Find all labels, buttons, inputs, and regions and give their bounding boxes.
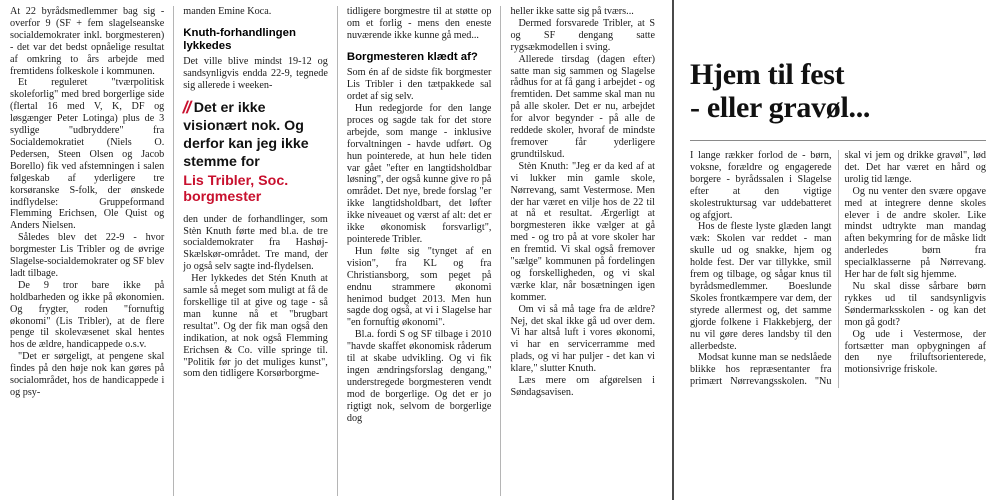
article-column-4 xyxy=(500,6,664,496)
paragraph: Stèn Knuth: "Jeg er da ked af at vi lukker min gamle skole, Nørrevang, samt Vestermose. Men der har været en vilje hos de 22 til at nå et resultat. Ærgerligt at borgmesteren ikke vælger at gå med - og tro på at vore skoler har en fremtid. Vi skal også fremover "sælge" kommunen på fordelingen og forskelligheden, og vi skal værke klar, når bosætningen igen kommer. xyxy=(510,160,656,303)
paragraph: heller ikke satte sig på tværs... xyxy=(510,6,634,17)
paragraph: den under de forhandlinger, som Stèn Knuth førte med bl.a. de tre socialdemokrater fra Hashøj-Skælskør-området. Tre mand, der jo også selv sagte ind-flydelsen. xyxy=(183,213,328,273)
feature-headline-line1: Hjem til fest xyxy=(690,58,845,91)
paragraph: Og ude i Vestermose, der fortsætter man opbygningen af den nye friluftsorienterede, motionsivrige friskole. xyxy=(844,328,986,376)
paragraph: Hos de fleste lyste glæden langt væk: Skolen var reddet - man skulle ud og snakke, hjem og holde fest. Der var tillykke, smil frem og tilbage, og sågar knus til byrådsmedlemmer. Boeslunde Skoles frontkæmpere var dem, der styrede allermest og, det samme gjorde folkene i Flakkebjerg, der nu vil gøre deres landsby til den allerbedste. xyxy=(690,221,832,352)
feature-panel xyxy=(672,0,1000,500)
paragraph: I lange rækker forlod de - børn, voksne, forældre og engagerede borgere - byrådssalen i Slagelse efter at den vigtige skolestruktursag var uddebatteret og afgjort. xyxy=(690,150,832,221)
paragraph: Læs mere om afgørelsen i Søndagsavisen. xyxy=(510,375,656,398)
paragraph: Det ville blive mindst 19-12 og sandsynligvis endda 22-9, tegnede sig allerede i weeken- xyxy=(183,56,328,91)
paragraph: Nu skal disse sårbare børn rykkes ud til sandsynligvis Søndermarksskolen - og kan det mon gå godt? xyxy=(844,280,986,328)
paragraph: Hun følte sig "tynget af en vision", fra KL og fra Christiansborg, som peget på endnu strammere økonomi henimod budget 2013. Men hun sagde dog også, at vi i Slagelse har "en fornuftig økonomi". xyxy=(346,245,492,329)
divider xyxy=(690,140,986,141)
section-subheading: Borgmesteren klædt af? xyxy=(346,50,478,63)
feature-headline xyxy=(690,58,986,124)
article-column-2 xyxy=(173,6,337,496)
paragraph: Et reguleret "tværpolitisk skoleforlig" med bred borgerlige side (flertal 16 med V, K, DF og løsgænger Peter Lotinga) plus de 3 sydlige "udbryddere" fra Socialdemokratiet (Niels O. Pedersen, Steen Olsen og Jacob Borello) fik ved afstemningen i salen følgeskab af yderligere tre korsøranske S-folk, der ønskede indflydelse: Gruppeformand Flemming Erichsen, Ole Quist og Anders Nielsen. xyxy=(10,77,165,232)
paragraph: Hun redegjorde for den lange proces og sagde tak for det store arbejde, som mange - inklusive forvaltningen - havde udført. Og hun pointerede, at hun hele tiden var gået "efter en langtidsholdbar løsning", der også kunne give ro på området. Det nye, brede forslag "er ikke langtidsholdbart, det løfter ikke niveauet og værst af alt: det er ikke økonomisk forsvarligt", pointerede Tribler. xyxy=(346,103,492,245)
paragraph: Bl.a. fordi S og SF tilbage i 2010 "havde skaffet økonomisk råderum til at skabe udvikling. Og vi fik ingen ændringsforslag dengang," understregede borgmesteren vendt mod de borgerlige. Og det er jo rigtigt nok, selvom de borgerlige dog xyxy=(346,329,492,424)
paragraph: manden Emine Koca. xyxy=(183,6,272,17)
article-column-1 xyxy=(10,6,173,496)
section-subheading: Knuth-forhandlingen lykkedes xyxy=(183,26,296,52)
paragraph: Om vi så må tage fra de ældre? Nej, det skal ikke gå ud over dem. Vi har altså luft i vores økonomi, vi har en servicerramme med plads, og vi har puljer - det kan vi klare," slutter Knuth. xyxy=(510,303,656,375)
paragraph: Som én af de sidste fik borgmester Lis Tribler i den tætpakkede sal ordet af sig selv. xyxy=(346,67,492,103)
pull-quote-attribution: Lis Tribler, Soc. borgmester xyxy=(183,172,289,206)
feature-body xyxy=(690,150,986,388)
paragraph: Allerede tirsdag (dagen efter) satte man sig sammen og Slagelse rådhus for at få gang i arbejdet - og fremtiden. Det samme skal man nu på alle skoler. Det er nu, arbejdet for alvor begynder - på alle de reddede skoler, hvoraf de mindste fremover får yderligere grundtilskud. xyxy=(510,53,656,160)
pull-quote xyxy=(183,99,328,206)
paragraph: Her lykkedes det Stén Knuth at samle så meget som muligt at få de forskellige til at give og tage - så man kunne nå et "brugbart resultat". Og der fik man også den indikation, at nok også Flemming Erichsen & Co. ville springe til. "Politik før jo det muliges kunst", som den tidligere Korsørborgme- xyxy=(183,273,328,380)
paragraph: Således blev det 22-9 - hvor borgmester Lis Tribler og de øvrige Slagelse-socialdemokrater og SF blev ladt tilbage. xyxy=(10,232,165,279)
pull-quote-text: Det er ikke visionært nok. Og derfor kan jeg ikke stemme for xyxy=(183,99,309,170)
paragraph: Dermed forsvarede Tribler, at S og SF dengang satte rygsækmodellen i sving. xyxy=(510,17,656,53)
paragraph: Modsat kunne man se nedslåede blikke hos repræsentanter fra primært Nørrevangsskolen. "Nu skal vi jem og drikke gravøl", lød det. Det har været en hård og urolig tid længe. xyxy=(690,150,986,388)
feature-headline-line2: - eller gravøl... xyxy=(690,91,871,124)
paragraph: "Det er sørgeligt, at pengene skal findes på den høje nok kan gøres på socialområdet, hos de handicappede i og psy- xyxy=(10,351,165,398)
quote-bars-icon: // xyxy=(181,97,193,117)
article-column-3 xyxy=(337,6,501,496)
paragraph: tidligere borgmestre til at støtte op om et forlig - mens den eneste nuværende ikke kunne gå med... xyxy=(346,6,492,41)
paragraph: De 9 tror bare ikke på holdbarheden og ikke på økonomien. Og frygter, roden "fornuftig økonomi" (Lis Tribler), at de flere penge til skolevæsenet skal hentes hos de ældre, handicappede o.s.v. xyxy=(10,279,165,351)
paragraph: At 22 byrådsmedlemmer bag sig - overfor 9 (SF + fem slagelseanske socialdemokrater inkl. borgmesteren) - det var det bedst opnåelige resultat af omkring to års arbejde med fremtidens folkeskole i kommunen. xyxy=(10,6,165,77)
paragraph: Og nu venter den svære opgave med at integrere denne skoles elever i de andre skoler. Like mindst udtrykte man mandag aften bekymring for de måske lidt anderledes børn fra specialklasserne på Nørrevang. Her har de følt sig hjemme. xyxy=(844,185,986,281)
